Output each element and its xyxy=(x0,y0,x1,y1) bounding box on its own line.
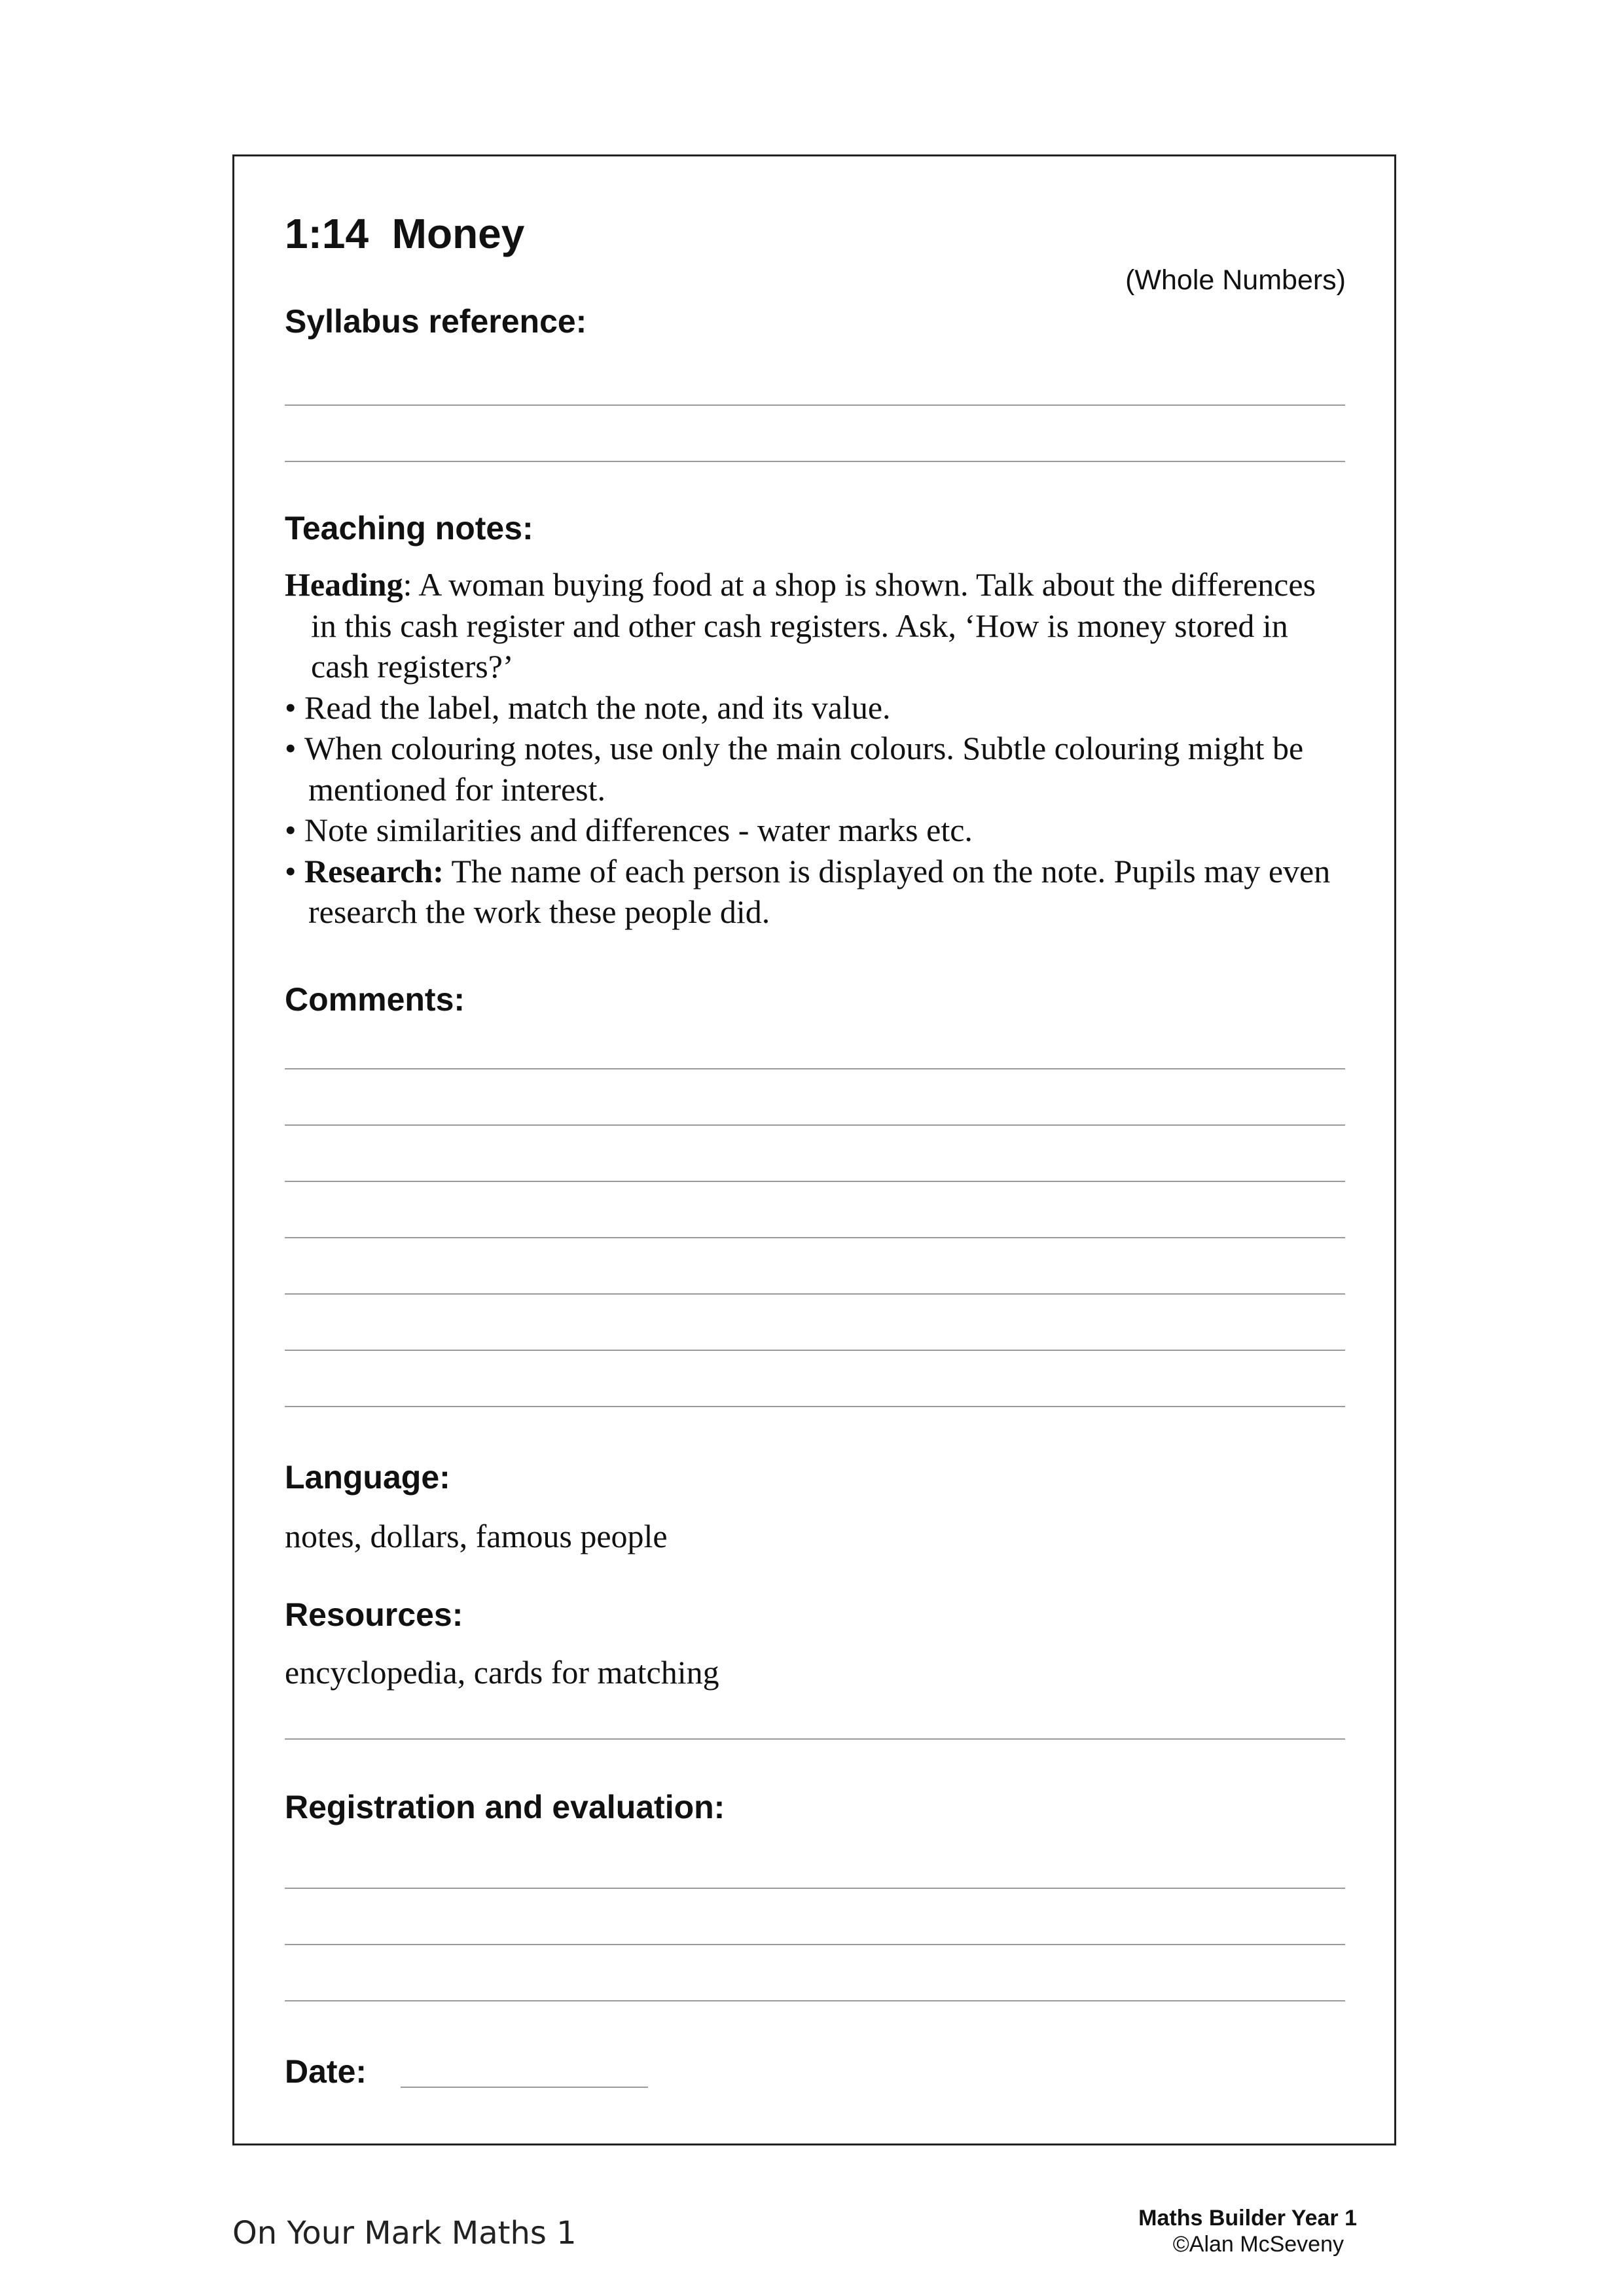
heading-label: Heading xyxy=(285,566,403,603)
footer-book-title: Maths Builder Year 1 xyxy=(1138,2206,1357,2231)
date-field-line[interactable] xyxy=(401,2087,648,2088)
comments-line[interactable] xyxy=(285,1124,1345,1126)
research-label: Research: xyxy=(304,852,444,889)
research-text: The name of each person is displayed on the note. Pupils may even research the work these people did. xyxy=(308,852,1331,930)
heading-text: : A woman buying food at a shop is shown. Talk about the differences in this cash register and other cash registers. Ask, ‘How is money stored in cash registers?’ xyxy=(311,566,1316,685)
lesson-category: (Whole Numbers) xyxy=(1125,264,1346,296)
resources-text: encyclopedia, cards for matching xyxy=(285,1654,719,1691)
teaching-notes-heading: Teaching notes: xyxy=(285,510,533,547)
comments-line[interactable] xyxy=(285,1237,1345,1238)
resources-line[interactable] xyxy=(285,1738,1345,1740)
comments-line[interactable] xyxy=(285,1406,1345,1407)
comments-line[interactable] xyxy=(285,1181,1345,1182)
worksheet-frame xyxy=(232,154,1396,2145)
lesson-title: 1:14 Money xyxy=(285,210,525,257)
language-heading: Language: xyxy=(285,1459,450,1496)
registration-line[interactable] xyxy=(285,2000,1345,2001)
comments-heading: Comments: xyxy=(285,981,465,1018)
comments-line[interactable] xyxy=(285,1293,1345,1295)
teaching-notes-heading-paragraph xyxy=(285,564,1345,687)
registration-line[interactable] xyxy=(285,1888,1345,1889)
registration-heading: Registration and evaluation: xyxy=(285,1789,725,1825)
bullet-item: • When colouring notes, use only the main colours. Subtle colouring might be mentioned for interest. xyxy=(285,730,1304,808)
research-bullet: • Research: The name of each person is displayed on the note. Pupils may even research the work these people did. xyxy=(285,852,1331,930)
date-label: Date: xyxy=(285,2053,367,2090)
language-text: notes, dollars, famous people xyxy=(285,1518,668,1554)
comments-line[interactable] xyxy=(285,1350,1345,1351)
footer-series-title: On Your Mark Maths 1 xyxy=(232,2215,577,2251)
syllabus-line[interactable] xyxy=(285,404,1345,406)
registration-line[interactable] xyxy=(285,1944,1345,1945)
syllabus-heading: Syllabus reference: xyxy=(285,303,587,340)
syllabus-line[interactable] xyxy=(285,461,1345,462)
comments-line[interactable] xyxy=(285,1068,1345,1069)
footer-copyright: ©Alan McSeveny xyxy=(1172,2232,1344,2257)
bullet-item: • Note similarities and differences - water marks etc. xyxy=(285,812,973,848)
resources-heading: Resources: xyxy=(285,1596,463,1633)
teaching-notes-body xyxy=(285,564,1345,933)
bullet-item: • Read the label, match the note, and its value. xyxy=(285,689,891,726)
